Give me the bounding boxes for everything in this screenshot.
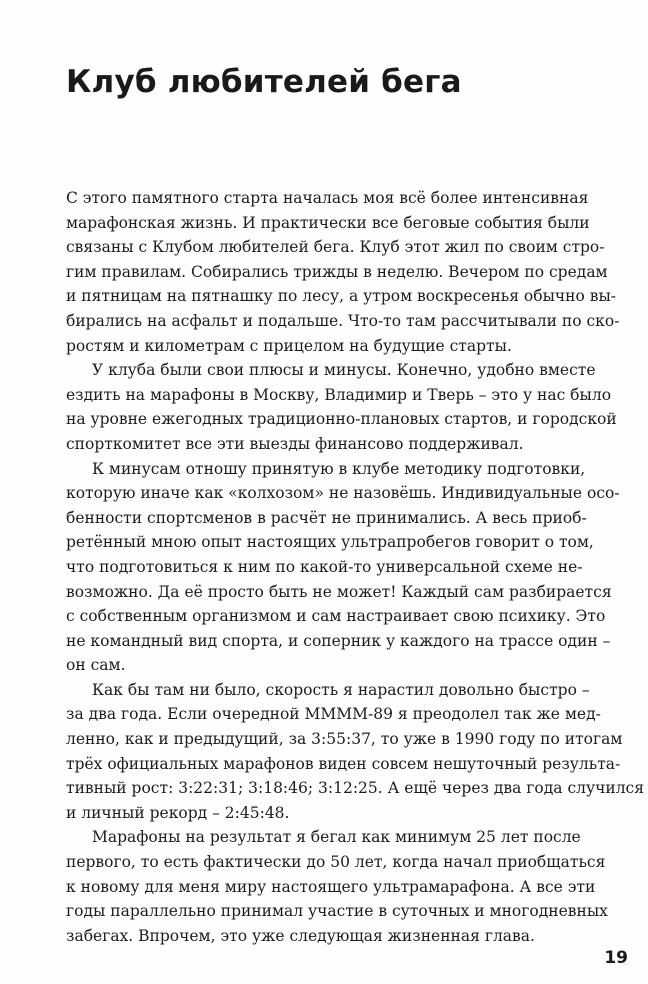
text-line: тивный рост: 3:22:31; 3:18:46; 3:12:25. А ещё через два года случился <box>66 779 645 798</box>
text-line: ездить на марафоны в Москву, Владимир и Тверь – это у нас было <box>66 385 612 404</box>
text-line: годы параллельно принимал участие в суточных и многодневных <box>66 902 608 921</box>
text-line: он сам. <box>66 656 126 675</box>
text-line: на уровне ежегодных традиционно-плановых стартов, и городской <box>66 410 617 429</box>
text-line: гим правилам. Собирались трижды в неделю. Вечером по средам <box>66 262 608 281</box>
paragraph <box>66 825 608 948</box>
chapter-title: Клуб любителей бега <box>66 64 462 100</box>
body-text <box>66 186 645 948</box>
text-line: ретённый мною опыт настоящих ультрапробегов говорит о том, <box>66 533 594 552</box>
text-line: к новому для меня миру настоящего ультрамарафона. А все эти <box>66 877 596 896</box>
text-line: У клуба были свои плюсы и минусы. Конечно, удобно вместе <box>92 361 596 380</box>
text-line: Марафоны на результат я бегал как минимум 25 лет после <box>92 828 581 847</box>
paragraph <box>66 678 645 826</box>
text-line: бенности спортсменов в расчёт не принимались. А весь приоб- <box>66 508 587 527</box>
text-line: за два года. Если очередной ММММ-89 я преодолел так же мед- <box>66 705 601 724</box>
paragraph <box>66 358 617 456</box>
page-number: 19 <box>604 948 628 968</box>
text-line: которую иначе как «колхозом» не назовёшь. Индивидуальные осо- <box>66 484 620 503</box>
text-line: спорткомитет все эти выезды финансово поддерживал. <box>66 434 524 453</box>
paragraph <box>66 186 620 358</box>
text-line: первого, то есть фактически до 50 лет, когда начал приобщаться <box>66 853 606 872</box>
text-line: С этого памятного старта началась моя всё более интенсивная <box>66 189 589 207</box>
text-line: бирались на асфальт и подальше. Что-то там рассчитывали по ско- <box>66 311 620 330</box>
text-line: не командный вид спорта, и соперник у каждого на трассе один – <box>66 631 611 650</box>
text-line: К минусам отношу принятую в клубе методику подготовки, <box>92 459 586 478</box>
text-line: и пятницам на пятнашку по лесу, а утром воскресенья обычно вы- <box>66 287 617 306</box>
text-line: трёх официальных марафонов виден совсем нешуточный результа- <box>66 754 621 773</box>
text-line: марафонская жизнь. И практически все беговые события были <box>66 213 590 232</box>
text-line: возможно. Да её просто быть не может! Каждый сам разбирается <box>66 582 612 601</box>
text-line: ростям и километрам с прицелом на будущие старты. <box>66 336 512 355</box>
text-line: что подготовиться к ним по какой-то универсальной схеме не- <box>66 557 583 576</box>
text-line: и личный рекорд – 2:45:48. <box>66 803 290 822</box>
text-line: с собственным организмом и сам настраивает свою психику. Это <box>66 607 606 626</box>
text-line: забегах. Впрочем, это уже следующая жизненная глава. <box>66 926 535 945</box>
paragraph <box>66 457 620 678</box>
text-line: Как бы там ни было, скорость я нарастил довольно быстро – <box>92 680 590 699</box>
text-line: ленно, как и предыдущий, за 3:55:37, то уже в 1990 году по итогам <box>66 730 623 749</box>
text-line: связаны с Клубом любителей бега. Клуб этот жил по своим стро- <box>66 238 605 257</box>
